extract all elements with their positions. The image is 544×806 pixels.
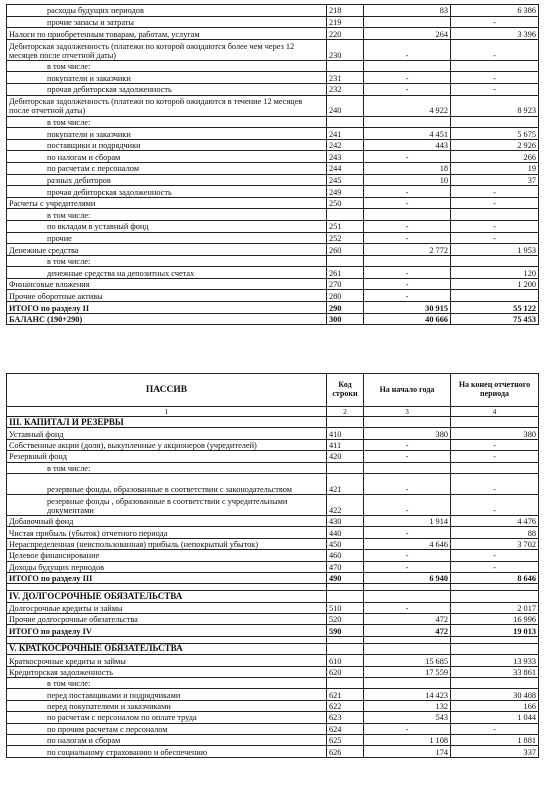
value-end: 8 923 <box>451 95 539 116</box>
value-beginning: 443 <box>364 139 451 151</box>
row-label: расходы будущих периодов <box>7 5 327 17</box>
col-number-4: 4 <box>451 407 539 417</box>
row-label: Дебиторская задолженность (платежи по которой ожидаются более чем через 12 месяцев после отчетной даты) <box>7 39 327 60</box>
value-beginning: - <box>364 527 451 538</box>
row-label: денежные средства на депозитных счетах <box>7 267 327 279</box>
row-label: Целевое финансирование <box>7 550 327 561</box>
value-beginning <box>364 16 451 28</box>
row-label: в том числе: <box>7 116 327 128</box>
table-row <box>7 428 539 439</box>
row-label: Прочие долгосрочные обязательства <box>7 614 327 625</box>
row-code: 243 <box>327 151 364 163</box>
row-label: перед покупателями и заказчиками <box>7 700 327 711</box>
value-end: 13 933 <box>451 655 539 666</box>
value-end <box>451 255 539 267</box>
value-beginning: 472 <box>364 614 451 625</box>
value-end: - <box>451 473 539 494</box>
table-row <box>7 439 539 450</box>
row-code <box>327 417 364 428</box>
row-label: покупатели и заказчики <box>7 72 327 84</box>
value-beginning <box>364 591 451 602</box>
row-code: 241 <box>327 128 364 140</box>
value-end: 8 646 <box>451 572 539 583</box>
table-row <box>7 151 539 163</box>
value-beginning <box>364 678 451 689</box>
header-code: Код строки <box>327 374 364 407</box>
row-code: 440 <box>327 527 364 538</box>
value-beginning: 14 423 <box>364 689 451 700</box>
row-label: в том числе: <box>7 255 327 267</box>
value-beginning: - <box>364 290 451 302</box>
row-label: Денежные средства <box>7 244 327 256</box>
value-beginning: - <box>364 278 451 290</box>
value-beginning <box>364 116 451 128</box>
row-label <box>7 584 327 591</box>
row-code: 610 <box>327 655 364 666</box>
value-end <box>451 209 539 221</box>
row-label: в том числе: <box>7 60 327 72</box>
row-label: резервные фонды , образованные в соответствии с учредительными документами <box>7 494 327 515</box>
value-beginning: 1 108 <box>364 734 451 745</box>
column-number-row <box>7 407 539 417</box>
table-row <box>7 712 539 723</box>
row-label: ИТОГО по разделу III <box>7 572 327 583</box>
value-end: 120 <box>451 267 539 279</box>
table-row <box>7 655 539 666</box>
row-code: 460 <box>327 550 364 561</box>
table-row <box>7 527 539 538</box>
row-label: ИТОГО по разделу IV <box>7 625 327 636</box>
row-label: Налоги по приобретенным товарам, работам, услугам <box>7 28 327 40</box>
table-row <box>7 244 539 256</box>
row-label: БАЛАНС (190+290) <box>7 313 327 325</box>
value-end: 2 926 <box>451 139 539 151</box>
row-code: 270 <box>327 278 364 290</box>
row-label: Нераспределенная (неиспользованная) прибыль (непокрытый убыток) <box>7 538 327 549</box>
value-beginning: 18 <box>364 162 451 174</box>
table-row <box>7 128 539 140</box>
row-code: 430 <box>327 515 364 526</box>
table-row <box>7 550 539 561</box>
row-code: 250 <box>327 197 364 209</box>
row-label: в том числе: <box>7 209 327 221</box>
value-end: - <box>451 550 539 561</box>
table-row <box>7 723 539 734</box>
value-end: 19 013 <box>451 625 539 636</box>
row-code: 421 <box>327 473 364 494</box>
value-beginning: - <box>364 232 451 244</box>
row-label: Чистая прибыль (убыток) отчетного периода <box>7 527 327 538</box>
table-row <box>7 746 539 757</box>
value-beginning: 30 915 <box>364 302 451 314</box>
row-label: ИТОГО по разделу II <box>7 302 327 314</box>
row-label: в том числе: <box>7 678 327 689</box>
value-beginning: 2 772 <box>364 244 451 256</box>
row-code: 411 <box>327 439 364 450</box>
value-beginning: - <box>364 186 451 198</box>
value-beginning <box>364 643 451 654</box>
value-end: 55 122 <box>451 302 539 314</box>
table-row <box>7 678 539 689</box>
table-row <box>7 614 539 625</box>
table-row <box>7 162 539 174</box>
row-label: Уставный фонд <box>7 428 327 439</box>
row-code: 510 <box>327 602 364 613</box>
table-row <box>7 95 539 116</box>
value-end: 30 408 <box>451 689 539 700</box>
value-beginning <box>364 584 451 591</box>
row-label: по социальному страхованию и обеспечению <box>7 746 327 757</box>
row-code: 420 <box>327 451 364 462</box>
value-end: 3 702 <box>451 538 539 549</box>
value-end: - <box>451 232 539 244</box>
table-row <box>7 473 539 494</box>
row-label: покупатели и заказчики <box>7 128 327 140</box>
row-label: Дебиторская задолженность (платежи по которой ожидаются в течение 12 месяцев после отчетной даты) <box>7 95 327 116</box>
table-row <box>7 561 539 572</box>
row-label: Добавочный фонд <box>7 515 327 526</box>
value-beginning: 40 666 <box>364 313 451 325</box>
value-end: 75 453 <box>451 313 539 325</box>
row-label: Прочие оборотные активы <box>7 290 327 302</box>
row-code: 230 <box>327 39 364 60</box>
value-end: - <box>451 494 539 515</box>
table-row <box>7 255 539 267</box>
row-code: 232 <box>327 83 364 95</box>
table-row <box>7 116 539 128</box>
row-label: прочая дебиторская задолженность <box>7 186 327 198</box>
table-row <box>7 197 539 209</box>
row-label: поставщики и подрядчики <box>7 139 327 151</box>
value-beginning <box>364 60 451 72</box>
row-code <box>327 60 364 72</box>
value-end: - <box>451 16 539 28</box>
row-code: 450 <box>327 538 364 549</box>
value-end <box>451 584 539 591</box>
value-end <box>451 591 539 602</box>
header-begin: На начало года <box>364 374 451 407</box>
value-beginning: - <box>364 39 451 60</box>
row-code: 410 <box>327 428 364 439</box>
value-beginning <box>364 417 451 428</box>
row-label: Собственные акции (доли), выкупленные у акционеров (учредителей) <box>7 439 327 450</box>
value-end: - <box>451 186 539 198</box>
row-code: 490 <box>327 572 364 583</box>
table-row <box>7 734 539 745</box>
value-beginning: - <box>364 267 451 279</box>
row-label: IV. ДОЛГОСРОЧНЫЕ ОБЯЗАТЕЛЬСТВА <box>7 591 327 602</box>
row-label: прочие запасы и затраты <box>7 16 327 28</box>
value-beginning: - <box>364 220 451 232</box>
row-label: Расчеты с учредителями <box>7 197 327 209</box>
value-beginning: 543 <box>364 712 451 723</box>
value-beginning: 17 559 <box>364 666 451 677</box>
row-label: по расчетам с персоналом по оплате труда <box>7 712 327 723</box>
row-code: 620 <box>327 666 364 677</box>
value-end <box>451 417 539 428</box>
table-row <box>7 602 539 613</box>
value-end: - <box>451 451 539 462</box>
row-label: Краткосрочные кредиты и займы <box>7 655 327 666</box>
table-row <box>7 538 539 549</box>
table-row <box>7 666 539 677</box>
row-code: 625 <box>327 734 364 745</box>
row-label: III. КАПИТАЛ И РЕЗЕРВЫ <box>7 417 327 428</box>
value-end: 3 396 <box>451 28 539 40</box>
value-end: 19 <box>451 162 539 174</box>
assets-table <box>6 4 539 325</box>
row-code: 251 <box>327 220 364 232</box>
col-number-1: 1 <box>7 407 327 417</box>
value-end: 37 <box>451 174 539 186</box>
value-beginning: 472 <box>364 625 451 636</box>
value-beginning <box>364 636 451 643</box>
table-row <box>7 16 539 28</box>
value-end: 380 <box>451 428 539 439</box>
row-code <box>327 591 364 602</box>
row-label: по налогам и сборам <box>7 151 327 163</box>
row-label: прочие <box>7 232 327 244</box>
value-end <box>451 678 539 689</box>
row-code: 220 <box>327 28 364 40</box>
value-end: 2 017 <box>451 602 539 613</box>
row-code: 624 <box>327 723 364 734</box>
value-beginning: - <box>364 451 451 462</box>
section-heading-row <box>7 643 539 654</box>
table-row <box>7 5 539 17</box>
value-beginning: - <box>364 602 451 613</box>
table-row <box>7 60 539 72</box>
value-beginning: - <box>364 494 451 515</box>
table-row <box>7 700 539 711</box>
value-end: 5 675 <box>451 128 539 140</box>
value-beginning: 4 646 <box>364 538 451 549</box>
value-end <box>451 643 539 654</box>
value-beginning: - <box>364 72 451 84</box>
header-title: ПАССИВ <box>7 374 327 407</box>
table-row <box>7 494 539 515</box>
table-row <box>7 28 539 40</box>
table-row <box>7 302 539 314</box>
row-label: перед поставщиками и подрядчиками <box>7 689 327 700</box>
value-end: 16 996 <box>451 614 539 625</box>
row-code: 252 <box>327 232 364 244</box>
spacer-row <box>7 584 539 591</box>
table-row <box>7 186 539 198</box>
value-beginning: - <box>364 561 451 572</box>
value-end: 266 <box>451 151 539 163</box>
row-code <box>327 116 364 128</box>
row-code: 622 <box>327 700 364 711</box>
value-end: 4 476 <box>451 515 539 526</box>
value-end: - <box>451 561 539 572</box>
col-number-3: 3 <box>364 407 451 417</box>
value-beginning: 83 <box>364 5 451 17</box>
row-code: 590 <box>327 625 364 636</box>
header-end: На конец отчетного периода <box>451 374 539 407</box>
row-code <box>327 209 364 221</box>
value-beginning: 174 <box>364 746 451 757</box>
value-beginning <box>364 462 451 473</box>
row-code: 261 <box>327 267 364 279</box>
value-end: 33 861 <box>451 666 539 677</box>
value-end: 6 386 <box>451 5 539 17</box>
table-row <box>7 39 539 60</box>
row-label: Кредиторская задолженность <box>7 666 327 677</box>
value-beginning: 264 <box>364 28 451 40</box>
table-row <box>7 515 539 526</box>
table-row <box>7 462 539 473</box>
row-code: 290 <box>327 302 364 314</box>
table-row <box>7 313 539 325</box>
value-end <box>451 462 539 473</box>
value-end: - <box>451 39 539 60</box>
value-beginning: 380 <box>364 428 451 439</box>
value-beginning <box>364 255 451 267</box>
section-heading-row <box>7 591 539 602</box>
row-label: Резервный фонд <box>7 451 327 462</box>
row-code: 520 <box>327 614 364 625</box>
assets-table-body <box>7 5 539 325</box>
value-beginning: - <box>364 83 451 95</box>
row-code: 244 <box>327 162 364 174</box>
table-row <box>7 139 539 151</box>
row-code: 422 <box>327 494 364 515</box>
table-row <box>7 209 539 221</box>
table-row <box>7 72 539 84</box>
row-label: резервные фонды, образованные в соответствии с законодательством <box>7 473 327 494</box>
table-row <box>7 572 539 583</box>
row-code: 231 <box>327 72 364 84</box>
row-code: 300 <box>327 313 364 325</box>
table-row <box>7 232 539 244</box>
row-code: 470 <box>327 561 364 572</box>
row-label: Доходы будущих периодов <box>7 561 327 572</box>
value-beginning: 15 685 <box>364 655 451 666</box>
row-code: 260 <box>327 244 364 256</box>
row-code: 218 <box>327 5 364 17</box>
value-end <box>451 116 539 128</box>
liabilities-table-body <box>7 417 539 758</box>
row-label: по расчетам с персоналом <box>7 162 327 174</box>
table-row <box>7 83 539 95</box>
liabilities-header-row <box>7 374 539 407</box>
value-end: - <box>451 220 539 232</box>
row-code <box>327 255 364 267</box>
value-end: 1 044 <box>451 712 539 723</box>
row-label: по вкладам в уставный фонд <box>7 220 327 232</box>
row-label: Финансовые вложения <box>7 278 327 290</box>
row-code <box>327 584 364 591</box>
value-beginning: - <box>364 723 451 734</box>
value-end: 166 <box>451 700 539 711</box>
row-code: 219 <box>327 16 364 28</box>
table-row <box>7 290 539 302</box>
row-label <box>7 636 327 643</box>
value-end: - <box>451 83 539 95</box>
value-end: 88 <box>451 527 539 538</box>
value-beginning: 1 914 <box>364 515 451 526</box>
table-row <box>7 267 539 279</box>
value-end: - <box>451 72 539 84</box>
table-row <box>7 689 539 700</box>
value-beginning <box>364 209 451 221</box>
value-beginning: 10 <box>364 174 451 186</box>
row-code: 621 <box>327 689 364 700</box>
table-row <box>7 625 539 636</box>
value-end: 1 953 <box>451 244 539 256</box>
value-beginning: - <box>364 473 451 494</box>
value-beginning: 132 <box>364 700 451 711</box>
row-label: по прочим расчетам с персоналом <box>7 723 327 734</box>
row-label: прочая дебиторская задолженность <box>7 83 327 95</box>
row-code <box>327 462 364 473</box>
liabilities-table <box>6 373 539 758</box>
table-row <box>7 451 539 462</box>
row-code <box>327 643 364 654</box>
row-label: V. КРАТКОСРОЧНЫЕ ОБЯЗАТЕЛЬСТВА <box>7 643 327 654</box>
table-row <box>7 278 539 290</box>
value-beginning: - <box>364 439 451 450</box>
row-label: разных дебиторов <box>7 174 327 186</box>
value-end <box>451 290 539 302</box>
value-end: 1 200 <box>451 278 539 290</box>
row-label: по налогам и сборам <box>7 734 327 745</box>
row-code: 245 <box>327 174 364 186</box>
row-code: 280 <box>327 290 364 302</box>
section-heading-row <box>7 417 539 428</box>
value-end <box>451 636 539 643</box>
value-end <box>451 60 539 72</box>
row-code: 623 <box>327 712 364 723</box>
value-beginning: - <box>364 197 451 209</box>
table-row <box>7 174 539 186</box>
value-end: - <box>451 723 539 734</box>
row-code: 242 <box>327 139 364 151</box>
row-code: 249 <box>327 186 364 198</box>
table-row <box>7 220 539 232</box>
value-beginning: 6 940 <box>364 572 451 583</box>
value-end: 1 881 <box>451 734 539 745</box>
row-code: 240 <box>327 95 364 116</box>
row-code <box>327 678 364 689</box>
spacer-row <box>7 636 539 643</box>
col-number-2: 2 <box>327 407 364 417</box>
row-code: 626 <box>327 746 364 757</box>
value-beginning: 4 922 <box>364 95 451 116</box>
value-beginning: 4 451 <box>364 128 451 140</box>
value-beginning: - <box>364 151 451 163</box>
row-label: Долгосрочные кредиты и займы <box>7 602 327 613</box>
value-end: - <box>451 197 539 209</box>
value-end: 337 <box>451 746 539 757</box>
value-beginning: - <box>364 550 451 561</box>
row-code <box>327 636 364 643</box>
row-label: в том числе: <box>7 462 327 473</box>
value-end: - <box>451 439 539 450</box>
